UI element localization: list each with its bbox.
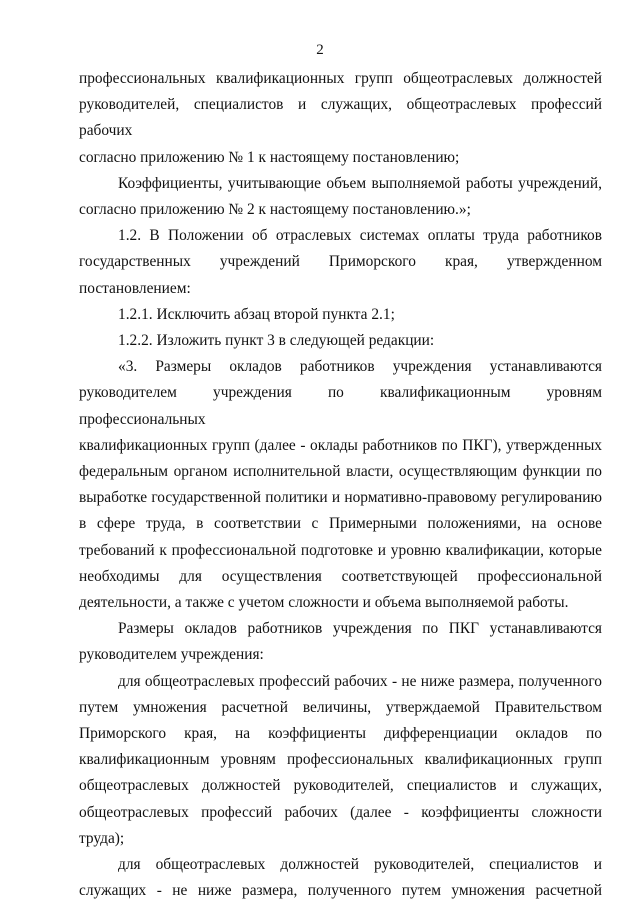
text-line: руководителем учреждения: xyxy=(79,646,264,664)
paragraph xyxy=(79,171,602,223)
text-line: путем умножения расчетной величины, утверждаемой Правительством xyxy=(79,698,602,716)
paragraph xyxy=(79,852,602,904)
text-line: в сфере труда, в соответствии с Примерными положениями, на основе xyxy=(79,515,602,533)
text-line: руководителем учреждения по квалификационным уровням профессиональных xyxy=(79,384,602,428)
paragraph xyxy=(79,616,602,668)
text-line: 1.2. В Положении об отраслевых системах оплаты труда работников xyxy=(118,227,602,245)
text-line: 1.2.1. Исключить абзац второй пункта 2.1; xyxy=(118,305,395,323)
paragraph xyxy=(79,302,602,328)
text-line: «3. Размеры окладов работников учреждения устанавливаются xyxy=(118,358,602,376)
text-line: для общеотраслевых профессий рабочих - не ниже размера, полученного xyxy=(118,672,602,690)
text-line: труда); xyxy=(79,829,125,847)
text-line: выработке государственной политики и нормативно-правовому регулированию xyxy=(79,489,602,507)
text-line: руководителей, специалистов и служащих, общеотраслевых профессий рабочих xyxy=(79,96,602,140)
page-number: 2 xyxy=(316,42,324,58)
document-body xyxy=(79,66,602,905)
text-line: согласно приложению № 2 к настоящему постановлению.»; xyxy=(79,201,471,219)
text-line: для общеотраслевых должностей руководителей, специалистов и xyxy=(118,856,602,874)
text-line: государственных учреждений Приморского края, утвержденном xyxy=(79,253,602,271)
text-line: служащих - не ниже размера, полученного путем умножения расчетной xyxy=(79,882,602,900)
text-line: 1.2.2. Изложить пункт 3 в следующей редакции: xyxy=(118,332,435,350)
paragraph xyxy=(79,669,602,852)
text-line: постановлением: xyxy=(79,279,191,297)
text-line: Приморского края, на коэффициенты дифференциации окладов по xyxy=(79,725,602,743)
text-line: необходимы для осуществления соответствующей профессиональной xyxy=(79,567,602,585)
text-line: общеотраслевых должностей руководителей, специалистов и служащих, xyxy=(79,777,602,795)
paragraph xyxy=(79,223,602,302)
paragraph xyxy=(79,66,602,171)
text-line: федеральным органом исполнительной власти, осуществляющим функции по xyxy=(79,463,602,481)
text-line: общеотраслевых профессий рабочих (далее - коэффициенты сложности xyxy=(79,803,602,821)
text-line: Коэффициенты, учитывающие объем выполняемой работы учреждений, xyxy=(118,174,602,192)
text-line: деятельности, а также с учетом сложности и объема выполняемой работы. xyxy=(79,594,569,612)
text-line: квалификационных групп (далее - оклады работников по ПКГ), утвержденных xyxy=(79,436,602,454)
paragraph xyxy=(79,354,602,616)
text-line: профессиональных квалификационных групп общеотраслевых должностей xyxy=(79,70,602,87)
text-line: квалификационным уровням профессиональных квалификационных групп xyxy=(79,751,602,769)
paragraph xyxy=(79,328,602,354)
text-line: согласно приложению № 1 к настоящему постановлению; xyxy=(79,148,460,166)
text-line: требований к профессиональной подготовке и уровню квалификации, которые xyxy=(79,541,602,559)
text-line: Размеры окладов работников учреждения по ПКГ устанавливаются xyxy=(118,620,602,638)
